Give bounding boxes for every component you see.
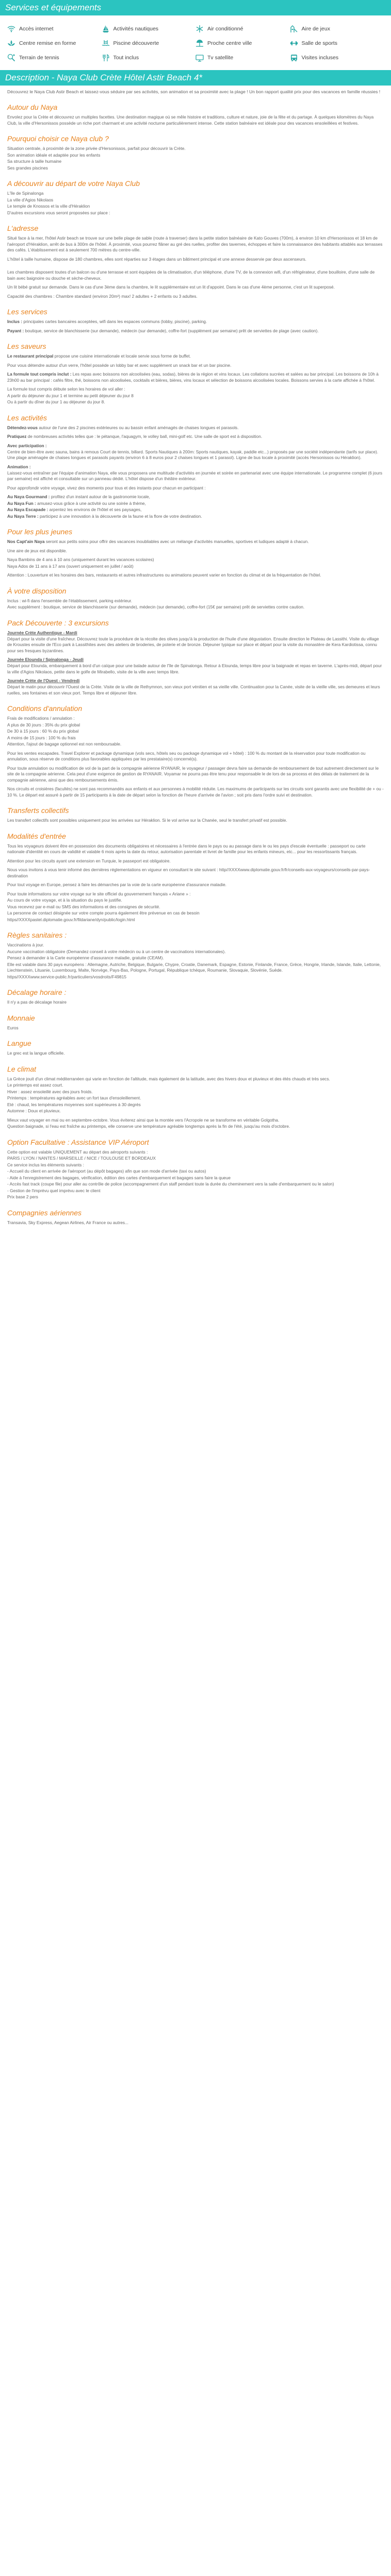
amenity-label: Air conditionné xyxy=(207,26,243,32)
sailboat-icon xyxy=(102,25,110,33)
pool-icon xyxy=(102,39,110,47)
paragraph: Nous vous invitons à vous tenir informé des dernières réglementations en vigueur en consultant le site suivant : http//XXXXwww.diplomatie.gouv.fr/fr/conseils-aux-voyageurs/conseils-par-pays-destination xyxy=(7,867,370,878)
section-title: Transferts collectifs xyxy=(7,806,69,815)
paragraph: Attention, l'ajout de bagage optionnel est non remboursable. xyxy=(7,741,122,747)
section-autour xyxy=(7,103,384,126)
paragraph: Pour toute informations sur votre voyage sur le site officiel du gouvernement français « Ariane » : xyxy=(7,891,191,896)
bold-label: Au Naya Terre : xyxy=(7,513,39,519)
paragraph: Pour les ventes escapades. Travel Explorer et package dynamique (vols secs, hôtels seu ou package dynamique vol + hôtel) : 100 % du montant de la réservation pour toute modification ou annulation, sous réserve de conditions plus favorables appliquées par les prestataire(s) concerné(s). xyxy=(7,750,366,761)
bold-label: Inclus : xyxy=(7,319,23,324)
paragraph: Laissez-vous entraîner par l'équipe d'animation Naya, elle vous proposera une multitude d'activités en journée et soirée en partenariat avec une équipe internationale. Le programme complet (6 jours par semaine) est affiché et consultable sur un panneau dédié. L'hôtel dispose d'un théâtre extérieur. xyxy=(7,470,383,481)
paragraph xyxy=(7,425,384,431)
text: arpentez les environs de l'hôtel et ses paysages, xyxy=(48,507,142,512)
section-pack xyxy=(7,619,384,697)
link-text[interactable]: https//XXXXpastel.diplomatie.gouv.fr/fildariane/dyn/public/login.html xyxy=(7,917,135,922)
text: propose une cuisine internationale et locale servie sous forme de buffet. xyxy=(53,353,191,359)
services-banner: Services et équipements xyxy=(0,0,391,15)
paragraph: Au cours de votre voyage, et à la situation du pays le justifie. xyxy=(7,897,122,903)
amenity-label: Tout inclus xyxy=(113,55,139,61)
paragraph: Naya Bambins de 4 ans à 10 ans (uniquement durant les vacances scolaires) xyxy=(7,557,154,562)
section-climat xyxy=(7,1065,384,1130)
amenity-item xyxy=(102,39,196,47)
bold-label: Au Naya Gourmand : xyxy=(7,494,50,499)
bold-label: La formule tout compris inclut : xyxy=(7,371,72,377)
subheading: Journée Elounda / Spinalonga - Jeudi xyxy=(7,657,84,662)
section-title: Langue xyxy=(7,1039,31,1047)
paragraph: La formule tout compris débute selon les horaires de vol aller : xyxy=(7,386,125,392)
amenity-label: Proche centre ville xyxy=(207,40,252,46)
paragraph: PARIS / LYON / NANTES / MARSEILLE / NICE / TOULOUSE ET BORDEAUX xyxy=(7,1156,156,1161)
subheading: Animation : xyxy=(7,464,31,469)
paragraph: Avec supplément : boutique, service de blanchisserie (sur demande), médecin (sur demande), coffre-fort (15€ par semaine) prêt de serviettes contre caution. xyxy=(7,604,305,609)
bus-icon xyxy=(290,54,298,62)
paragraph xyxy=(7,434,384,440)
paragraph: Inclus : wi-fi dans l'ensemble de l'établissement, parking extérieur. xyxy=(7,598,133,603)
paragraph xyxy=(7,501,384,507)
text: principales cartes bancaires acceptées, wifi dans les espaces communs (lobby, piscine), parking. xyxy=(22,319,207,324)
paragraph: Eté : chaud, les températures moyennes sont supérieures à 30 degrés xyxy=(7,1101,141,1107)
paragraph: - Accès fast track (coupe file) pour aller au contrôle de police (accompagnement d'un staff pendant toute la durée du cheminement vers la salle d'embarquement ou le salon) xyxy=(7,1181,334,1187)
paragraph: - Aide à l'enregistrement des bagages, vérification, édition des cartes d'embarquement et bagages sans faire la queue xyxy=(7,1175,231,1180)
section-title: Autour du Naya xyxy=(7,103,58,111)
section-title: Option Facultative : Assistance VIP Aéroport xyxy=(7,1138,149,1146)
sports-hall-icon xyxy=(290,39,298,47)
amenity-item xyxy=(7,54,102,62)
amenity-item xyxy=(196,54,290,62)
wifi-icon xyxy=(7,25,15,33)
snowflake-icon xyxy=(196,25,204,33)
text: de nombreuses activités telles que : le pétanque, l'aquagym, le volley ball, mini-golf etc. Une salle de sport est à disposition. xyxy=(26,434,263,439)
link-text[interactable]: https//XXXXwww.service-public.fr/particuliers/vosdroits/F49815 xyxy=(7,974,127,979)
amenity-label: Visites incluses xyxy=(301,55,339,61)
paragraph xyxy=(7,319,384,325)
paragraph: Le grec est la langue officielle. xyxy=(7,1050,65,1056)
text: profitez d'un instant autour de la gastronomie locale, xyxy=(50,494,150,499)
paragraph: Aucune vaccination obligatoire (Demandez conseil à votre médecin ou à un centre de vaccinations internationales). xyxy=(7,948,226,954)
section-title: Les services xyxy=(7,308,47,316)
paragraph: Naya Ados de 11 ans à 17 ans (ouvert uniquement en juillet / août) xyxy=(7,563,134,569)
text: seront aux petits soins pour offrir des vacances inoubliables avec un mélange d'activités manuelles, sportives et ludiques adapté à chacun. xyxy=(44,539,309,544)
paragraph: Capacité des chambres : Chambre standard (environ 20m²) max! 2 adultes + 2 enfants ou 3 adultes. xyxy=(7,293,198,299)
paragraph: Mieux vaut voyager en mai ou en septembre-octobre. Vous éviterez ainsi que la montée vers l'Acropole ne se transforme en véritable Golgotha. xyxy=(7,1117,280,1123)
paragraph: Les transfert collectifs sont possibles uniquement pour les arrivées sur Héraklion. Si le vol arrive sur la Chanée, seul le transfert privatif est possible. xyxy=(7,818,287,823)
subheading: Journée Crète de l'Ouest - Vendredi xyxy=(7,678,80,683)
paragraph: Situation centrale, à proximité de la zone privée d'Hersonissos, parfait pour découvrir la Crète. xyxy=(7,146,186,151)
section-services xyxy=(7,308,384,334)
paragraph: Prix base 2 pers xyxy=(7,1194,38,1199)
bold-label: Pratiquez xyxy=(7,434,27,439)
paragraph: A plus de 30 jours : 35% du prix global xyxy=(7,722,80,727)
paragraph: A moins de 15 jours : 100 % du frais xyxy=(7,735,76,740)
paragraph: L'hôtel à taille humaine, dispose de 180 chambres, elles sont réparties sur 3 étages dans un bâtiment principal et une annexe desservie par deux ascenseurs. xyxy=(7,256,306,262)
paragraph: Nos circuits et croisières (facultés) ne sont pas recommandés aux enfants et aux personnes à mobilité réduite. Les maximums de participants sur les circuits sont garantis avec une flexibilité de + ou - 10 %. Le départ est assuré à partir de 15 participants à la date de départ selon la fonction de l'heure d'arrivée de l'avion ; soit pris dans l'ordre suivi et destination. xyxy=(7,786,384,798)
paragraph xyxy=(7,328,384,334)
paragraph: Un lit bébé gratuit sur demande. Dans le cas d'une 3ème dans la chambre, le lit supplémentaire est un lit d'appoint. Dans le cas d'une 4ème personne, c'est un lit superposé. xyxy=(7,284,335,290)
amenity-item xyxy=(7,25,102,33)
amenity-item xyxy=(290,54,384,62)
section-title: À votre disposition xyxy=(7,586,67,595)
amenity-item xyxy=(7,39,102,47)
section-title: Conditions d'annulation xyxy=(7,704,83,713)
section-activites xyxy=(7,414,384,520)
subheading: Avec participation : xyxy=(7,443,47,448)
paragraph: Attention : Louverture et les horaires des bars, restaurants et autres infrastructures ou animations peuvent varier en fonction du climat et de la fréquentation de l'hôtel. xyxy=(7,572,321,578)
section-petits xyxy=(7,528,384,579)
paragraph xyxy=(7,371,384,383)
paragraph: Pour vous détendre autour d'un verre, l'hôtel possède un lobby bar et avec supplément un snack bar et un bar piscine. xyxy=(7,362,232,368)
paragraph: Le printemps est assez court. xyxy=(7,1082,63,1088)
section-monnaie xyxy=(7,1014,384,1031)
paragraph: Pour toute annulation ou modification de vol de la part de la compagnie aérienne RYANAIR, le voyageur / passager devra faire sa demande de remboursement de tout autrement directement sur le site de la compagnie aérienne. Cela peut d'une exigence de gestion de RYANAIR. Voyamar ne pourra pas être tenu pour responsable le de lors de sa process et des délais de traitement de la compagnie aérienne, ainsi que des remboursements émis. xyxy=(7,765,379,783)
section-title: Les saveurs xyxy=(7,342,46,350)
section-adresse xyxy=(7,224,384,299)
paragraph: Envolez pour la Crète et découvrez un multiples facettes. Une destination magique où se mêle histoire et traditions, culture et nature, joie de la fête et du partage. À quelques kilomètres du Naya Club, la ville d'Hersonissos possède un riche port charmant et une activité nocturne particulièrement intense. Cette station balnéaire est idéale pour des vacances ensoleillées et festives. xyxy=(7,114,374,126)
playground-icon xyxy=(290,25,298,33)
list-item: L'île de Spinalonga xyxy=(7,191,44,196)
paragraph: De 30 à 15 jours : 60 % du prix global xyxy=(7,728,79,734)
paragraph: Départ pour la visite d'une fraîcheur. Découvrez toute la procédure de la récolte des olives jusqu'à la production de l'huile d'une dégustation. Ensuite direction le Plateau de Lassithi. Visite du village de Kroustes ensuite de l'Eco park à Lassithites avec des ateliers de broderies, de poterie et de bronze. Déjeuner typique sur place et départ pour la visite du monastère de Kera Kardiotissa, connu pour ses fresques byzantines. xyxy=(7,636,379,653)
paragraph: Automne : Doux et pluvieux. xyxy=(7,1108,61,1113)
paragraph: - Accueil du client en arrivée de l'aéroport (au dépôt bagages) afin que son mode d'arrivée (taxi ou autos) xyxy=(7,1168,206,1174)
paragraph: Départ le matin pour découvrir l'Ouest de la Crète. Visite de la ville de Rethymnon, son vieux port vénitien et sa vieille ville. Continuation pour la Canée, visite de la vieille ville, ses demeures et leurs ruelles, ses fontaines et son vieux port. Temps libre et déjeuner libre. xyxy=(7,684,380,696)
paragraph xyxy=(7,514,384,520)
paragraph: Il n'y a pas de décalage horaire xyxy=(7,999,67,1005)
spa-icon xyxy=(7,39,15,47)
inclusive-icon xyxy=(102,54,110,62)
tennis-icon xyxy=(7,54,15,62)
section-decouvrir xyxy=(7,179,384,216)
paragraph: Euros xyxy=(7,1025,19,1030)
paragraph: Transavia, Sky Express, Aegean Airlines, Air France ou autres... xyxy=(7,1219,128,1225)
paragraph xyxy=(7,494,384,500)
amenity-item xyxy=(290,25,384,33)
paragraph: Attention pour les circuits ayant une extension en Turquie, le passeport est obligatoire. xyxy=(7,858,171,863)
section-title: Pack Découverte : 3 excursions xyxy=(7,618,109,627)
paragraph: Hiver : assez ensoleillé avec des jours froids. xyxy=(7,1089,93,1094)
amenity-item xyxy=(102,25,196,33)
paragraph: Son animation idéale et adaptée pour les enfants xyxy=(7,152,101,158)
tv-icon xyxy=(196,54,204,62)
bold-label: Détendez-vous xyxy=(7,425,38,430)
text: participez à une innovation à la découverte de la faune et la flore de votre destination. xyxy=(38,513,202,519)
amenity-item xyxy=(290,39,384,47)
page xyxy=(0,0,391,1226)
amenity-label: Tv satellite xyxy=(207,55,234,61)
paragraph: Ses grandes piscines xyxy=(7,165,48,171)
subheading: Journée Crète Authentique - Mardi xyxy=(7,630,77,635)
bold-label: Payant : xyxy=(7,328,24,333)
text: boutique, service de blanchisserie (sur demande), médecin (sur demande), coffre-fort (supplément par semaine) prêt de serviettes de plage (avec caution). xyxy=(24,328,319,333)
amenity-label: Activités nautiques xyxy=(113,26,159,32)
amenity-label: Aire de jeux xyxy=(301,26,330,32)
amenity-label: Centre remise en forme xyxy=(19,40,76,46)
paragraph: Tous les voyageurs doivent être en possession des documents obligatoires et nécessaires à l'entrée dans le pays ou au passage dans le ou les pays d'escale éventuelle : passeport ou carte nationale d'identité en cours de validité et valable 6 mois après la date du retour, autorisation parentale et livret de famille pour les enfants mineurs, etc... pour les ressortissants français. xyxy=(7,843,366,854)
amenity-label: Piscine découverte xyxy=(113,40,159,46)
bold-label: Au Naya Escapade : xyxy=(7,507,48,512)
description-content xyxy=(0,86,391,1226)
paragraph: Vaccinations à jour. xyxy=(7,942,44,947)
paragraph: Centre de bien-être avec sauna, bains à remous Court de tennis, billard. Sports Nautiques à 200m: Sports nautiques, kayak, paddle etc...) proposés par une société indépendante (tarifs sur place). Une plage aménagée de chaises longues et parasols payants (environ 6 à 8 euros pour 2 chaises longues et 1 parasol). Ligne de bus locale à proximité (accès Hersonissos ou Héraklion). xyxy=(7,449,379,460)
section-title: Les activités xyxy=(7,413,47,422)
amenities-grid xyxy=(0,15,391,70)
amenity-label: Terrain de tennis xyxy=(19,55,59,61)
section-disposition xyxy=(7,587,384,611)
text: Les repas avec boissons non alcoolisées (eau, sodas), bières de la région et vins locaux. Les collations sucrées et salées au bar principal. Les boissons de 10h à 23h00 au bar principal : cafés filtre, thé, boissons non alcoolisées, cocktails et bières, bières, vins locaux et sélection de boissons alcoolisées locales. Boissons servies à la carte affichée à l'hôtel. xyxy=(7,371,379,383)
amenity-label: Salle de sports xyxy=(301,40,337,46)
paragraph: Pour approfondir votre voyage, vivez des moments pour tous et des instants pour chacun en participant : xyxy=(7,485,206,490)
section-conditions xyxy=(7,704,384,798)
paragraph: Pensez à demander à la Carte européenne d'assurance maladie, gratuite (CEAM). xyxy=(7,955,164,960)
bold-label: Au Naya Fun : xyxy=(7,500,36,506)
section-title: Le climat xyxy=(7,1064,37,1073)
paragraph: Sa structure à taille humaine xyxy=(7,159,62,164)
list-item: Le temple de Knossos et la ville d'Héraklion xyxy=(7,204,90,209)
section-title: Compagnies aériennes xyxy=(7,1208,82,1217)
paragraph: Frais de modifications / annulation : xyxy=(7,716,75,721)
paragraph: Elle est valable dans 30 pays européens : Allemagne, Autriche, Belgique, Bulgarie, Chypre, Croatie, Danemark, Espagne, Estonie, Finlande, France, Grèce, Hongrie, Irlande, Islande, Italie, Lettonie, Liechtenstein, Lituanie, Luxembourg, Malte, Norvège, Pays-Bas, Pologne, Portugal, République tchèque, Roumanie, Slovaquie, Slovénie, Suède. xyxy=(7,961,381,973)
paragraph: Ou à partir du dîner du jour 1 au déjeuner du jour 8. xyxy=(7,399,105,404)
section-title: Pour les plus jeunes xyxy=(7,528,73,536)
paragraph: Départ pour Elounda, embarquement à bord d'un caïque pour une balade autour de l'île de Spinalonga. Retour à Elounda, temps libre pour la baignade et repas en taverne. L'après-midi, départ pour la ville d'Agios Nikolaos, petite dans le golfe de Mirabello, visite de la ville avec temps libre. xyxy=(7,663,382,674)
paragraph xyxy=(7,353,384,360)
paragraph: Pour tout voyage en Europe, pensez à faire les démarches par la voie de la carte européenne d'assurance maladie. xyxy=(7,882,226,887)
amenity-item xyxy=(196,39,290,47)
paragraph: - Gestion de l'imprévu quel imprévu avec le client xyxy=(7,1188,101,1193)
amenity-item xyxy=(196,25,290,33)
section-option-vip xyxy=(7,1138,384,1200)
section-decalage xyxy=(7,988,384,1006)
paragraph: Question baignade, si l'eau est fraîche au printemps, elle conserve une température agréable longtemps après la fin de l'été, jusqu'au mois d'octobre. xyxy=(7,1124,290,1129)
paragraph xyxy=(7,507,384,513)
list-item: D'autres excursions vous seront proposées sur place : xyxy=(7,210,110,215)
bold-label: Nos Capt'ain Naya xyxy=(7,539,45,544)
paragraph: La Grèce jouit d'un climat méditerranéen qui varie en fonction de l'altitude, mais également de la latitude, avec des hivers doux et pluvieux et des étés chauds et très secs. xyxy=(7,1076,330,1081)
list-item: La ville d'Agios Nikolaos xyxy=(7,197,54,202)
section-title: Monnaie xyxy=(7,1013,35,1022)
section-title: L'adresse xyxy=(7,224,39,232)
bold-label: Le restaurant principal xyxy=(7,353,54,359)
section-modalites xyxy=(7,832,384,923)
paragraph: A partir du déjeuner du jour 1 et termine au petit déjeuner du jour 8 xyxy=(7,393,134,398)
paragraph: Situé face à la mer, l'hôtel Astir beach se trouve sur une belle plage de sable (route à traverser) dans la petite station balnéaire de Kato Gouves (700m), à environ 10 km d'Hersonissos et 18 km de l'aéroport d'Héraklion, arrêt de bus à 300m de l'hôtel. À proximité, vous pourrez flâner au gré des ruelles, profiter des tavernes, échoppes et faire la connaissance des habitants attablés aux terrasses des cafés. L'établissement est à seulement 700 mètres du centre-ville. xyxy=(7,235,383,252)
paragraph xyxy=(7,539,384,545)
intro-text: Découvrez le Naya Club Astir Beach et laissez-vous séduire par ses activités, son animation et sa proximité avec la plage ! Un bon rapport qualité prix pour des vacances en famille réussies ! xyxy=(7,89,381,94)
paragraph: Cette option est valable UNIQUEMENT au départ des aéroports suivants : xyxy=(7,1149,148,1155)
section-saveurs xyxy=(7,342,384,405)
paragraph: Vous recevrez par e-mail ou SMS des informations et des consignes de sécurité. xyxy=(7,904,160,909)
paragraph: La personne de contact désignée sur votre compte pourra également être prévenue en cas de besoin xyxy=(7,910,200,916)
section-title: Modalités d'entrée xyxy=(7,832,66,840)
section-transferts xyxy=(7,806,384,824)
section-sanitaires xyxy=(7,931,384,980)
text: autour de l'une des 2 piscines extérieures ou au bassin enfant aménagés de chaises longues et parasols. xyxy=(38,425,239,430)
description-banner: Description - Naya Club Crète Hôtel Astir Beach 4* xyxy=(0,70,391,86)
paragraph: Ce service inclus les éléments suivants : xyxy=(7,1162,84,1167)
section-compagnies xyxy=(7,1209,384,1226)
amenity-label: Accès internet xyxy=(19,26,54,32)
beach-icon xyxy=(196,39,204,47)
paragraph: Les chambres disposent toutes d'un balcon ou d'une terrasse et sont équipées de la climatisation, d'un téléphone, d'une TV, de la connexion wifi, d'un réfrigérateur, d'une bouilloire, d'une salle de bain avec baignoire ou douche et sèche-cheveux. xyxy=(7,269,375,281)
paragraph: Printemps : températures agréables avec un fort taux d'ensoleillement. xyxy=(7,1095,141,1100)
section-title: Décalage horaire : xyxy=(7,988,67,996)
paragraph: Une aire de jeux est disponible. xyxy=(7,548,67,553)
section-langue xyxy=(7,1039,384,1057)
section-title: Règles sanitaires : xyxy=(7,931,67,939)
section-title: Pourquoi choisir ce Naya club ? xyxy=(7,134,109,143)
text: amusez-vous grâce à une activité ou une soirée à thème, xyxy=(36,500,146,506)
section-pourquoi xyxy=(7,134,384,171)
amenity-item xyxy=(102,54,196,62)
section-title: A découvrir au départ de votre Naya Club xyxy=(7,179,140,188)
